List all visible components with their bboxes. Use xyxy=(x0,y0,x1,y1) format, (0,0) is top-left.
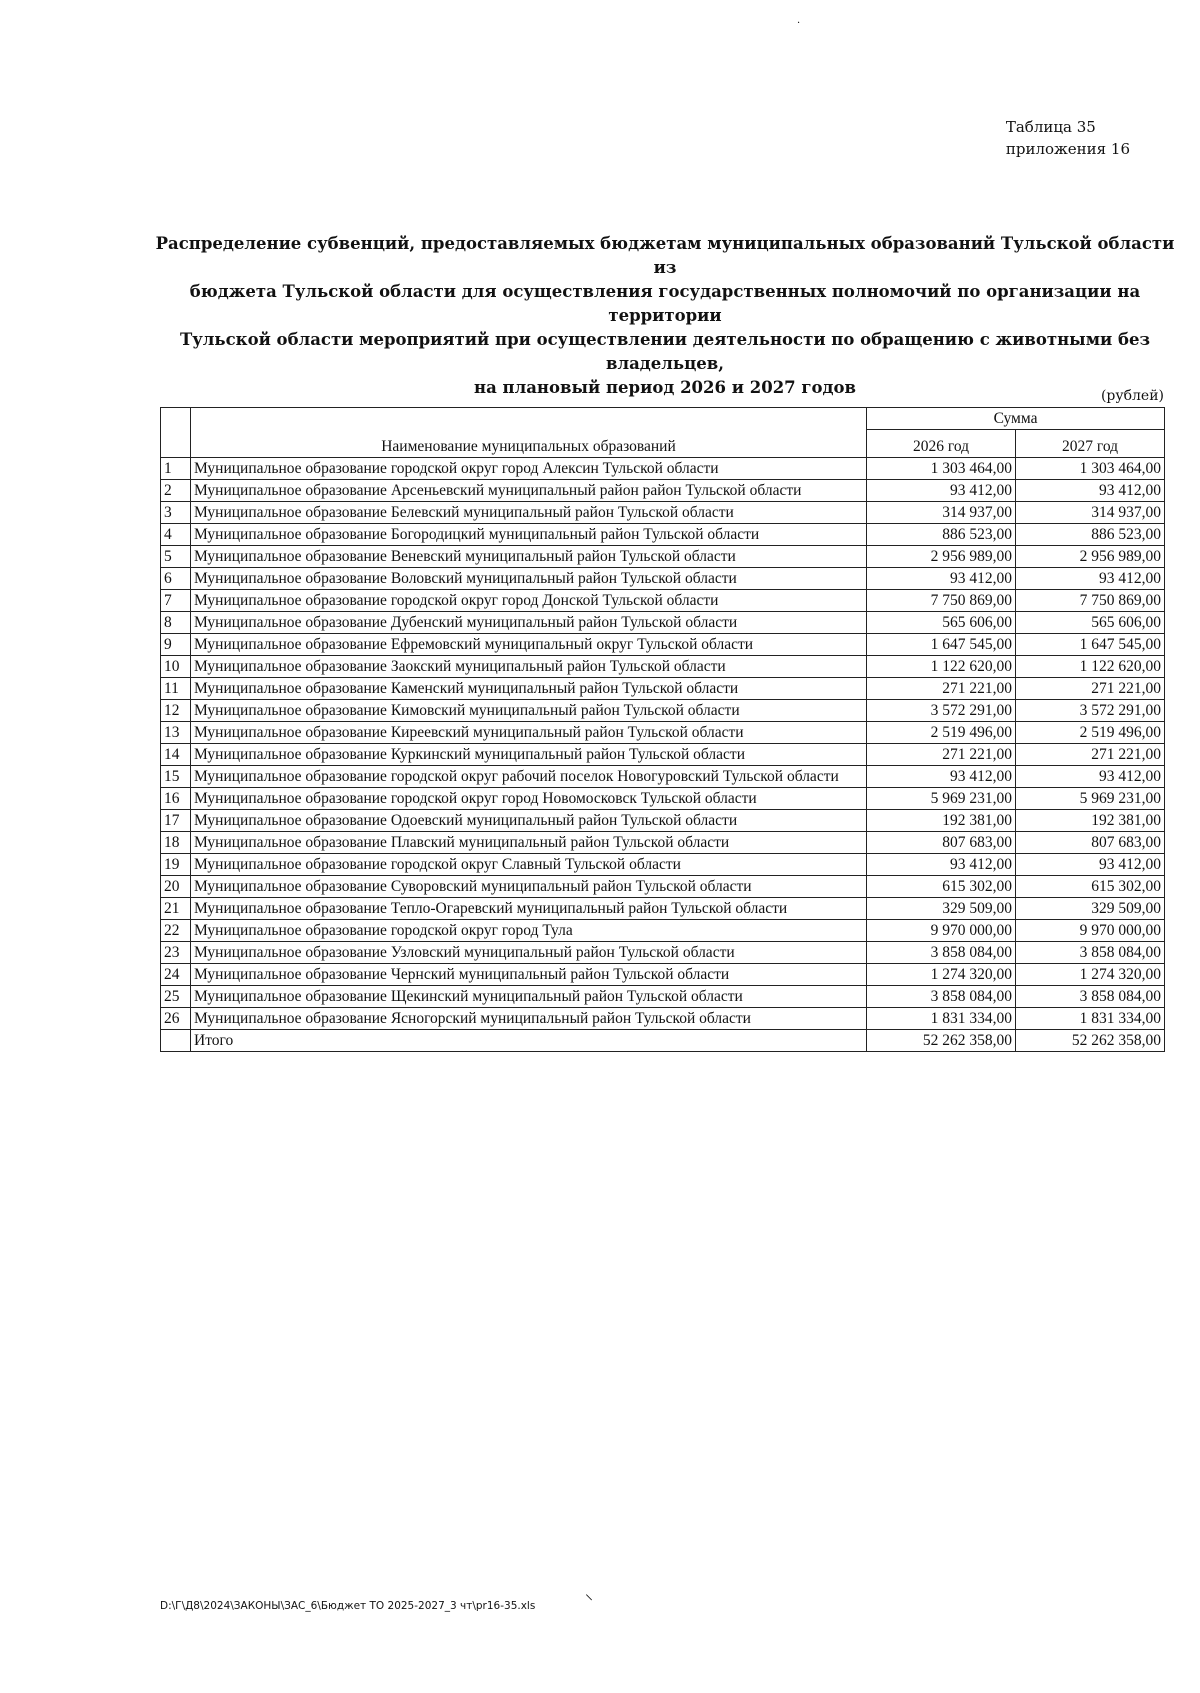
row-number: 1 xyxy=(161,458,191,480)
row-number: 2 xyxy=(161,480,191,502)
table-row xyxy=(161,722,1165,744)
amount-2026: 314 937,00 xyxy=(867,502,1016,524)
amount-2027: 1 303 464,00 xyxy=(1016,458,1165,480)
amount-2027: 314 937,00 xyxy=(1016,502,1165,524)
table-row xyxy=(161,810,1165,832)
amount-2027: 3 858 084,00 xyxy=(1016,942,1165,964)
table-row xyxy=(161,832,1165,854)
row-number: 22 xyxy=(161,920,191,942)
amount-2027: 3 572 291,00 xyxy=(1016,700,1165,722)
header-year-2026: 2026 год xyxy=(867,430,1016,458)
table-row xyxy=(161,480,1165,502)
table-body xyxy=(161,458,1165,1052)
table-row xyxy=(161,876,1165,898)
municipality-name: Муниципальное образование Суворовский муниципальный район Тульской области xyxy=(191,876,867,898)
table-row xyxy=(161,590,1165,612)
table-row xyxy=(161,986,1165,1008)
amount-2026: 9 970 000,00 xyxy=(867,920,1016,942)
row-number: 21 xyxy=(161,898,191,920)
amount-2027: 3 858 084,00 xyxy=(1016,986,1165,1008)
header-row xyxy=(161,408,1165,430)
amount-2027: 565 606,00 xyxy=(1016,612,1165,634)
file-path-footer: D:\Г\Д8\2024\ЗАКОНЫ\ЗАС_6\Бюджет ТО 2025-2027_3 чт\pr16-35.xls xyxy=(160,1600,536,1612)
amount-2027: 93 412,00 xyxy=(1016,568,1165,590)
amount-2027: 5 969 231,00 xyxy=(1016,788,1165,810)
amount-2026: 1 831 334,00 xyxy=(867,1008,1016,1030)
row-number: 11 xyxy=(161,678,191,700)
row-number: 15 xyxy=(161,766,191,788)
amount-2026: 5 969 231,00 xyxy=(867,788,1016,810)
municipality-name: Муниципальное образование Арсеньевский муниципальный район район Тульской области xyxy=(191,480,867,502)
amount-2026: 3 858 084,00 xyxy=(867,942,1016,964)
title-line: Тульской области мероприятий при осуществлении деятельности по обращению с животными без владельцев, xyxy=(179,330,1151,373)
amount-2026: 2 519 496,00 xyxy=(867,722,1016,744)
table-row xyxy=(161,546,1165,568)
amount-2027: 271 221,00 xyxy=(1016,744,1165,766)
row-number: 18 xyxy=(161,832,191,854)
row-number: 10 xyxy=(161,656,191,678)
title-line: Распределение субвенций, предоставляемых бюджетам муниципальных образований Тульской области из xyxy=(155,234,1175,277)
row-number: 8 xyxy=(161,612,191,634)
row-number: 20 xyxy=(161,876,191,898)
amount-2027: 192 381,00 xyxy=(1016,810,1165,832)
table-row xyxy=(161,854,1165,876)
table-row xyxy=(161,766,1165,788)
table-row xyxy=(161,898,1165,920)
amount-2027: 615 302,00 xyxy=(1016,876,1165,898)
municipality-name: Муниципальное образование городской округ город Тула xyxy=(191,920,867,942)
table-row xyxy=(161,1008,1165,1030)
amount-2026: 93 412,00 xyxy=(867,480,1016,502)
amount-2026: 1 274 320,00 xyxy=(867,964,1016,986)
municipality-name: Муниципальное образование Белевский муниципальный район Тульской области xyxy=(191,502,867,524)
amount-2026: 3 858 084,00 xyxy=(867,986,1016,1008)
row-number: 13 xyxy=(161,722,191,744)
total-2026: 52 262 358,00 xyxy=(867,1030,1016,1052)
amount-2027: 807 683,00 xyxy=(1016,832,1165,854)
title-line: бюджета Тульской области для осуществления государственных полномочий по организации на территории xyxy=(189,282,1141,325)
amount-2026: 807 683,00 xyxy=(867,832,1016,854)
municipality-name: Муниципальное образование Каменский муниципальный район Тульской области xyxy=(191,678,867,700)
table-row xyxy=(161,612,1165,634)
municipality-name: Муниципальное образование Кимовский муниципальный район Тульской области xyxy=(191,700,867,722)
municipality-name: Муниципальное образование Узловский муниципальный район Тульской области xyxy=(191,942,867,964)
amount-2027: 93 412,00 xyxy=(1016,766,1165,788)
header-year-2027: 2027 год xyxy=(1016,430,1165,458)
row-number: 4 xyxy=(161,524,191,546)
header-number-cell xyxy=(161,408,191,458)
amount-2026: 93 412,00 xyxy=(867,766,1016,788)
table-number: Таблица 35 xyxy=(1005,118,1096,136)
row-number: 23 xyxy=(161,942,191,964)
row-number: 24 xyxy=(161,964,191,986)
table-row xyxy=(161,502,1165,524)
header-sum-cell: Сумма xyxy=(867,408,1165,430)
municipality-name: Муниципальное образование городской округ рабочий поселок Новогуровский Тульской области xyxy=(191,766,867,788)
amount-2027: 1 647 545,00 xyxy=(1016,634,1165,656)
amount-2027: 271 221,00 xyxy=(1016,678,1165,700)
amount-2026: 192 381,00 xyxy=(867,810,1016,832)
amount-2027: 93 412,00 xyxy=(1016,480,1165,502)
table-row xyxy=(161,568,1165,590)
table-row xyxy=(161,700,1165,722)
amount-2026: 3 572 291,00 xyxy=(867,700,1016,722)
amount-2027: 2 519 496,00 xyxy=(1016,722,1165,744)
amount-2027: 7 750 869,00 xyxy=(1016,590,1165,612)
row-number: 19 xyxy=(161,854,191,876)
amount-2027: 9 970 000,00 xyxy=(1016,920,1165,942)
row-number: 14 xyxy=(161,744,191,766)
amount-2027: 1 831 334,00 xyxy=(1016,1008,1165,1030)
municipality-name: Муниципальное образование городской округ Славный Тульской области xyxy=(191,854,867,876)
amount-2026: 1 303 464,00 xyxy=(867,458,1016,480)
row-number: 6 xyxy=(161,568,191,590)
amount-2026: 565 606,00 xyxy=(867,612,1016,634)
table-row xyxy=(161,964,1165,986)
total-number-cell xyxy=(161,1030,191,1052)
scan-dot: · xyxy=(797,18,801,29)
row-number: 5 xyxy=(161,546,191,568)
table-row xyxy=(161,634,1165,656)
units-label: (рублей) xyxy=(1100,388,1164,404)
municipality-name: Муниципальное образование Ефремовский муниципальный округ Тульской области xyxy=(191,634,867,656)
row-number: 7 xyxy=(161,590,191,612)
scan-mark: ⸜ xyxy=(585,1584,594,1603)
amount-2026: 93 412,00 xyxy=(867,854,1016,876)
row-number: 17 xyxy=(161,810,191,832)
row-number: 16 xyxy=(161,788,191,810)
amount-2027: 1 122 620,00 xyxy=(1016,656,1165,678)
row-number: 25 xyxy=(161,986,191,1008)
amount-2026: 7 750 869,00 xyxy=(867,590,1016,612)
amount-2026: 615 302,00 xyxy=(867,876,1016,898)
municipality-name: Муниципальное образование городской округ город Новомосковск Тульской области xyxy=(191,788,867,810)
row-number: 3 xyxy=(161,502,191,524)
municipality-name: Муниципальное образование Дубенский муниципальный район Тульской области xyxy=(191,612,867,634)
table-row xyxy=(161,524,1165,546)
table-row xyxy=(161,678,1165,700)
municipality-name: Муниципальное образование Воловский муниципальный район Тульской области xyxy=(191,568,867,590)
municipality-name: Муниципальное образование Киреевский муниципальный район Тульской области xyxy=(191,722,867,744)
table-row xyxy=(161,942,1165,964)
row-number: 9 xyxy=(161,634,191,656)
amount-2026: 93 412,00 xyxy=(867,568,1016,590)
municipality-name: Муниципальное образование Одоевский муниципальный район Тульской области xyxy=(191,810,867,832)
municipality-name: Муниципальное образование Щекинский муниципальный район Тульской области xyxy=(191,986,867,1008)
header-name-cell: Наименование муниципальных образований xyxy=(191,408,867,458)
amount-2027: 1 274 320,00 xyxy=(1016,964,1165,986)
amount-2026: 329 509,00 xyxy=(867,898,1016,920)
amount-2026: 1 647 545,00 xyxy=(867,634,1016,656)
amount-2026: 271 221,00 xyxy=(867,744,1016,766)
table-row xyxy=(161,656,1165,678)
document-title xyxy=(150,232,1180,400)
table-row xyxy=(161,920,1165,942)
table-row xyxy=(161,458,1165,480)
amount-2027: 2 956 989,00 xyxy=(1016,546,1165,568)
row-number: 26 xyxy=(161,1008,191,1030)
amount-2026: 271 221,00 xyxy=(867,678,1016,700)
table-row xyxy=(161,744,1165,766)
municipality-name: Муниципальное образование Ясногорский муниципальный район Тульской области xyxy=(191,1008,867,1030)
table-reference xyxy=(1006,116,1130,160)
municipality-name: Муниципальное образование Веневский муниципальный район Тульской области xyxy=(191,546,867,568)
title-line: на плановый период 2026 и 2027 годов xyxy=(474,378,856,397)
municipality-name: Муниципальное образование Чернский муниципальный район Тульской области xyxy=(191,964,867,986)
amount-2026: 2 956 989,00 xyxy=(867,546,1016,568)
total-row xyxy=(161,1030,1165,1052)
amount-2026: 1 122 620,00 xyxy=(867,656,1016,678)
municipality-name: Муниципальное образование Плавский муниципальный район Тульской области xyxy=(191,832,867,854)
amount-2027: 886 523,00 xyxy=(1016,524,1165,546)
table-row xyxy=(161,788,1165,810)
amount-2027: 329 509,00 xyxy=(1016,898,1165,920)
amount-2026: 886 523,00 xyxy=(867,524,1016,546)
total-2027: 52 262 358,00 xyxy=(1016,1030,1165,1052)
municipality-name: Муниципальное образование Куркинский муниципальный район Тульской области xyxy=(191,744,867,766)
municipality-name: Муниципальное образование городской округ город Донской Тульской области xyxy=(191,590,867,612)
subvention-table xyxy=(160,407,1165,1052)
municipality-name: Муниципальное образование Богородицкий муниципальный район Тульской области xyxy=(191,524,867,546)
appendix-number: приложения 16 xyxy=(1005,140,1130,158)
municipality-name: Муниципальное образование городской округ город Алексин Тульской области xyxy=(191,458,867,480)
municipality-name: Муниципальное образование Заокский муниципальный район Тульской области xyxy=(191,656,867,678)
row-number: 12 xyxy=(161,700,191,722)
total-label: Итого xyxy=(191,1030,867,1052)
municipality-name: Муниципальное образование Тепло-Огаревский муниципальный район Тульской области xyxy=(191,898,867,920)
amount-2027: 93 412,00 xyxy=(1016,854,1165,876)
